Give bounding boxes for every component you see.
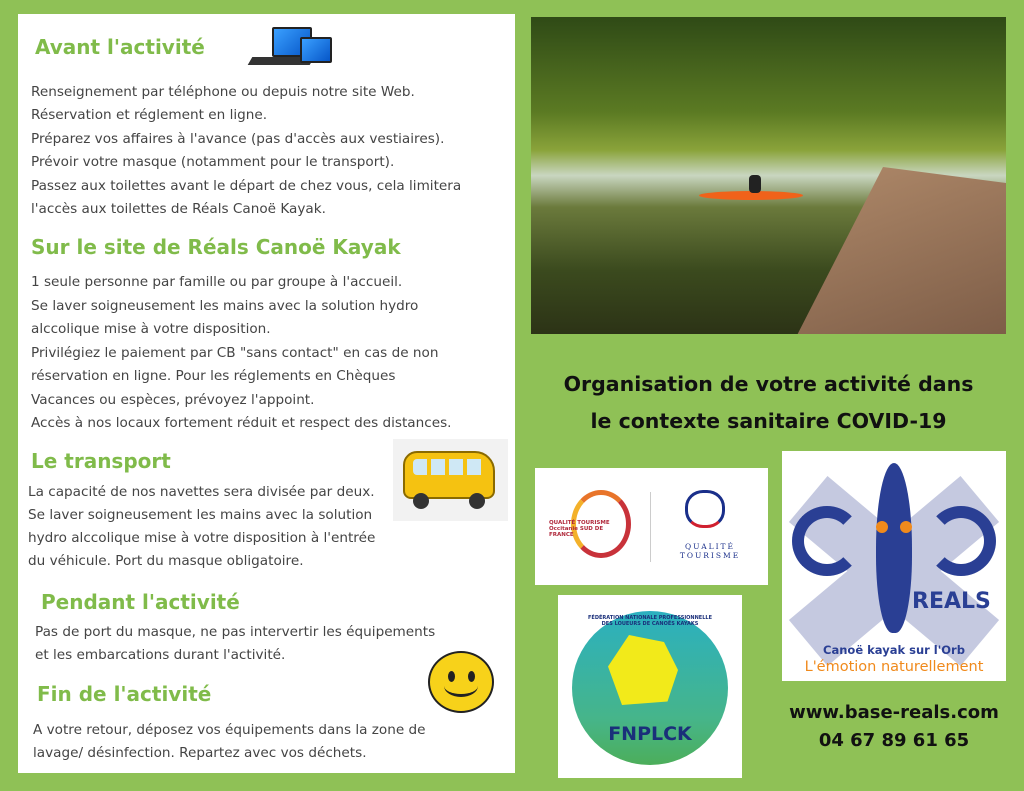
smiley-icon xyxy=(428,651,494,713)
text-line: lavage/ désinfection. Repartez avec vos déchets. xyxy=(33,745,367,761)
qualite-tourisme-logos xyxy=(535,468,768,585)
fnplck-text: FNPLCK xyxy=(608,723,692,745)
reals-text: REALS xyxy=(912,589,991,614)
text-line: La capacité de nos navettes sera divisée par deux. xyxy=(28,484,375,500)
text-line: du véhicule. Port du masque obligatoire. xyxy=(28,553,304,569)
text-line: réservation en ligne. Pour les réglements en Chèques xyxy=(31,368,396,384)
text-line: 1 seule personne par famille ou par groupe à l'accueil. xyxy=(31,274,403,290)
bus-icon xyxy=(393,439,508,521)
text-line: Pas de port du masque, ne pas intervertir les équipements xyxy=(35,624,436,640)
text-line: hydro alccolique mise à votre disposition à l'entrée xyxy=(28,530,376,546)
phone-number[interactable]: 04 67 89 61 65 xyxy=(818,730,970,751)
heading-site: Sur le site de Réals Canoë Kayak xyxy=(31,235,401,259)
text-line: Accès à nos locaux fortement réduit et respect des distances. xyxy=(31,415,452,431)
text-line: Prévoir votre masque (notamment pour le transport). xyxy=(31,154,395,170)
fnplck-ring-text: FÉDÉRATION NATIONALE PROFESSIONNELLE DES LOUEURS DE CANOËS KAYAKS xyxy=(587,615,713,627)
page-title-line-2: le contexte sanitaire COVID-19 xyxy=(590,409,947,433)
reals-tagline: L'émotion naturellement xyxy=(804,659,984,675)
text-line: A votre retour, déposez vos équipements dans la zone de xyxy=(33,722,426,738)
website-link[interactable]: www.base-reals.com xyxy=(789,702,999,723)
heading-fin: Fin de l'activité xyxy=(37,682,212,706)
qualite-occitanie-text: QUALITÉ TOURISME Occitanie SUD DE FRANCE xyxy=(549,520,610,538)
text-line: Se laver soigneusement les mains avec la solution hydro xyxy=(31,298,419,314)
heading-transport: Le transport xyxy=(31,449,171,473)
text-line: Vacances ou espèces, prévoyez l'appoint. xyxy=(31,392,315,408)
text-line: et les embarcations durant l'activité. xyxy=(35,647,286,663)
qualite-tourisme-logo xyxy=(685,490,725,528)
heading-pendant: Pendant l'activité xyxy=(41,590,240,614)
text-line: Renseignement par téléphone ou depuis notre site Web. xyxy=(31,84,415,100)
text-line: l'accès aux toilettes de Réals Canoë Kayak. xyxy=(31,201,326,217)
reals-subtitle: Canoë kayak sur l'Orb xyxy=(823,643,965,657)
text-line: Privilégiez le paiement par CB "sans contact" en cas de non xyxy=(31,345,439,361)
kayak-river-photo xyxy=(531,17,1006,334)
heading-avant: Avant l'activité xyxy=(35,35,205,59)
text-line: Passez aux toilettes avant le départ de chez vous, cela limitera xyxy=(31,178,462,194)
text-line: Réservation et réglement en ligne. xyxy=(31,107,268,123)
qualite-tourisme-text: QUALITÉ TOURISME xyxy=(679,542,741,560)
laptop-tablet-icon xyxy=(250,27,336,75)
fnplck-logo xyxy=(558,595,742,778)
text-line: alccolique mise à votre disposition. xyxy=(31,321,271,337)
text-line: Préparez vos affaires à l'avance (pas d'accès aux vestiaires). xyxy=(31,131,445,147)
page-title-line-1: Organisation de votre activité dans xyxy=(563,372,974,396)
text-line: Se laver soigneusement les mains avec la solution xyxy=(28,507,373,523)
reals-logo xyxy=(782,451,1006,681)
